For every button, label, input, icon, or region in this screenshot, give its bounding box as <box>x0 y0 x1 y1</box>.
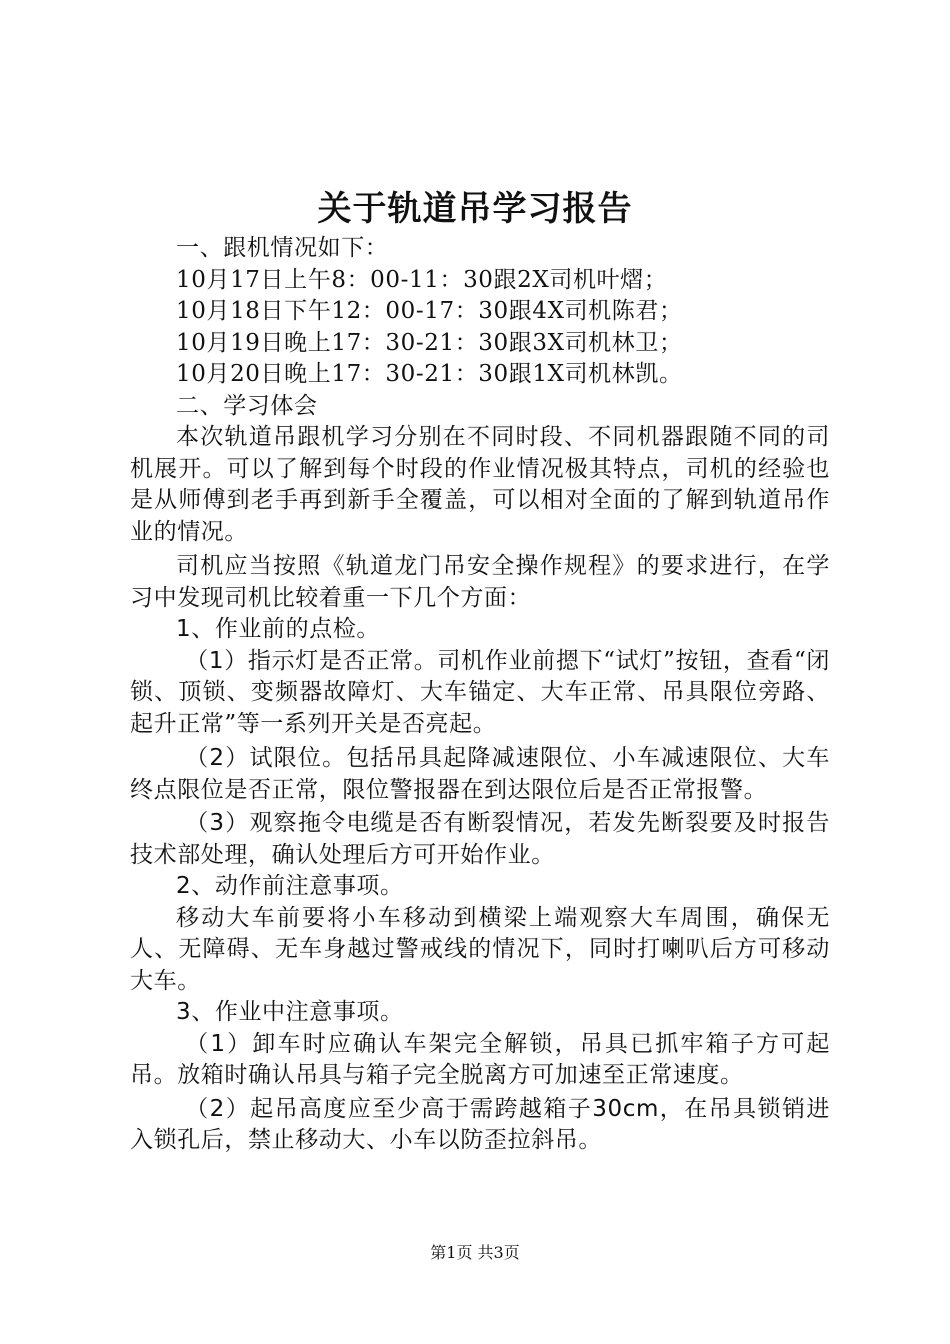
intro-paragraph: 本次轨道吊跟机学习分别在不同时段、不同机器跟随不同的司机展开。可以了解到每个时段的作业情况极其特点，司机的经验也是从师傅到老手再到新手全覆盖，可以相对全面的了解到轨道吊作业的情况。 <box>130 424 830 545</box>
point1-item2-lead: （2）试限位。 <box>185 745 347 771</box>
schedule-line: 10月20日晚上17：30-21：30跟1X司机林凯。 <box>176 361 683 387</box>
point2-text: 移动大车前要将小车移动到横梁上端观察大车周围，确保无人、无障碍、无车身越过警戒线的情况下，同时打喇叭后方可移动大车。 <box>130 904 830 994</box>
point1-item2 <box>130 743 830 806</box>
document-title: 关于轨道吊学习报告 <box>317 189 633 229</box>
point3-heading: 3、作业中注意事项。 <box>176 999 404 1025</box>
point3-item2: （2）起吊高度应至少高于需跨越箱子30cm，在吊具锁销进入锁孔后，禁止移动大、小车以防歪拉斜吊。 <box>130 1095 830 1153</box>
point3-item1-text: 放箱时确认吊具与箱子完全脱离方可加速至正常速度。 <box>177 1062 744 1088</box>
schedule-line: 10月18日下午12：00-17：30跟4X司机陈君； <box>176 298 683 324</box>
point3-item1-lead: （1）卸车时应确认车架完全解锁，吊具已抓牢箱子方可起吊。 <box>130 1030 830 1088</box>
schedule-line: 10月19日晚上17：30-21：30跟3X司机林卫； <box>176 329 683 356</box>
point1-item3: （3）观察拖令电缆是否有断裂情况，若发先断裂要及时报告技术部处理，确认处理后方可开始作业。 <box>130 810 830 868</box>
point1-item1-text: 司机作业前摁下“试灯”按钮，查看“闭锁、顶锁、变频器故障灯、大车锚定、大车正常、吊具限位旁路、起升正常”等一系列开关是否亮起。 <box>130 647 830 737</box>
rules-paragraph: 司机应当按照《轨道龙门吊安全操作规程》的要求进行，在学习中发现司机比较着重一下几个方面： <box>130 553 830 611</box>
section-heading-learning: 二、学习体会 <box>176 392 318 419</box>
document-body <box>130 233 830 1157</box>
section-heading-follow-machine: 一、跟机情况如下： <box>176 235 389 261</box>
page-indicator: 第1页 共3页 <box>430 1243 520 1262</box>
schedule-line: 10月17日上午8：00-11：30跟2X司机叶熠； <box>176 266 668 293</box>
point1-item1 <box>130 646 830 741</box>
point2-heading: 2、动作前注意事项。 <box>176 873 404 899</box>
point1-item2-text: 包括吊具起降减速限位、小车减速限位、大车终点限位是否正常，限位警报器在到达限位后是否正常报警。 <box>130 745 830 803</box>
point3-item1 <box>130 1029 830 1092</box>
point1-item1-lead: （1）指示灯是否正常。 <box>185 647 438 674</box>
point1-heading: 1、作业前的点检。 <box>176 616 381 642</box>
